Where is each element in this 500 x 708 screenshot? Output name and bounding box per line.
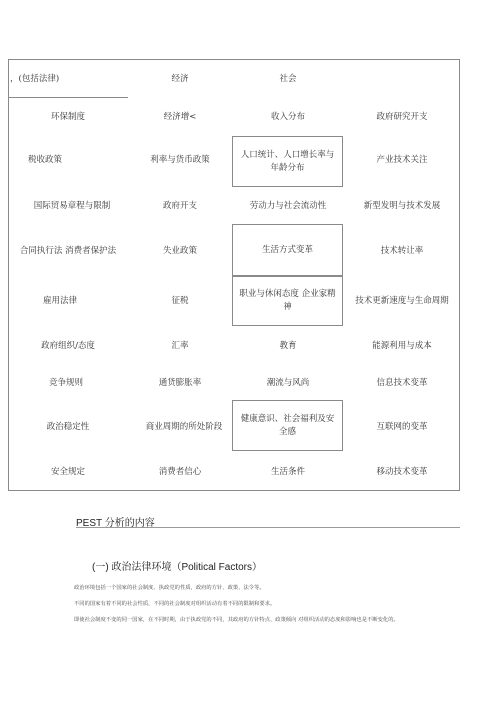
table-cell: 商业周期的所处阶段 [145,421,223,432]
header-political: ，(包括法律) [10,73,60,84]
table-cell: 政府研究开支 [376,111,428,122]
table-cell: 政治稳定性 [46,421,90,432]
table-cell: 收入分布 [270,111,305,122]
table-cell: 技术更新速度与生命周期 [355,295,449,306]
table-cell: 通货膨胀率 [158,377,202,388]
header-underline [8,97,128,98]
table-cell: 政府开支 [162,200,197,211]
table-cell: 生活方式变革 [232,224,343,276]
table-cell: 劳动力与社会流动性 [249,200,327,211]
table-cell: 国际贸易章程与限制 [33,200,111,211]
table-cell: 移动技术变革 [376,466,428,477]
table-cell: 合同执行法 消费者保护法 [19,245,117,256]
table-cell: 职业与休闲态度 企业家精神 [232,276,343,326]
paragraph: 不同的国家有着不同的社会性质，不同的社会制度对组织活动有着不同的限制和要求。 [74,601,276,607]
table-cell: 教育 [279,340,297,351]
paragraph: 政治环境包括一个国家的社会制度、执政党的性质，政府的方针、政策、法令等。 [74,585,265,591]
table-cell: 潮流与风尚 [266,377,310,388]
table-cell: 新型发明与技术发展 [363,200,441,211]
table-cell: 政府组织/态度 [41,340,95,351]
subsection-title: (一) 政治法律环境（Political Factors） [92,562,263,573]
table-cell: 产业技术关注 [376,154,428,165]
section-divider [76,527,460,528]
table-cell: 生活条件 [270,466,305,477]
table-cell: 税收政策 [27,154,62,165]
table-cell: 人口统计、人口增长率与年龄分布 [232,136,343,187]
table-cell: 健康意识、社会福利及安全感 [232,400,343,451]
table-cell: 安全规定 [50,466,85,477]
table-cell: 汇率 [171,340,189,351]
table-cell: 经济增< [163,111,197,122]
table-cell: 失业政策 [162,245,197,256]
table-cell: 消费者信心 [158,466,202,477]
section-title: PEST 分析的内容 [76,518,155,529]
header-economic: 经济 [171,73,189,84]
paragraph: 即使社会制度不变的同一国家，在不同时期，由于执政党的不同，其政府的方针特点、政策倾向 对组织活动的态度和影响也是不断变化的。 [74,617,399,623]
table-cell: 环保制度 [50,111,85,122]
table-cell: 技术转让率 [380,245,424,256]
table-cell: 信息技术变革 [376,377,428,388]
table-cell: 能源利用与成本 [372,340,432,351]
table-cell: 雇用法律 [42,295,77,306]
table-cell: 利率与货币政策 [150,154,210,165]
table-cell: 征税 [171,295,189,306]
table-cell: 竞争规则 [48,377,83,388]
table-cell: 互联网的变革 [376,421,428,432]
header-social: 社会 [279,73,297,84]
